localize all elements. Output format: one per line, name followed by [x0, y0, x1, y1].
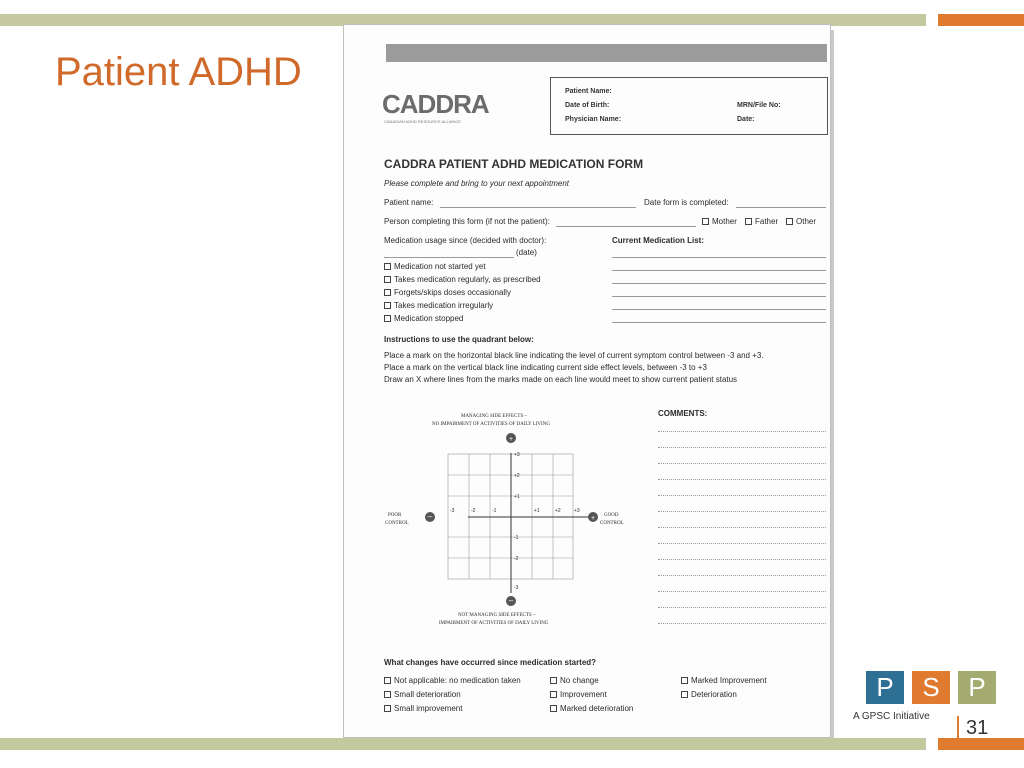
usage-option-label: Medication stopped	[394, 314, 464, 323]
quadrant-top-label-1: MANAGING SIDE EFFECTS –	[461, 414, 527, 419]
svg-text:+: +	[590, 515, 596, 522]
changes-heading: What changes have occurred since medication started?	[384, 658, 597, 667]
quadrant-left-label-1: POOR	[388, 513, 402, 518]
y-tick-label: -2	[514, 556, 519, 562]
meds-line	[612, 257, 826, 258]
current-meds-label: Current Medication List:	[612, 236, 705, 245]
slide-title: Patient ADHD	[55, 50, 302, 94]
patient-name-line	[440, 207, 636, 208]
document-header-bar	[386, 44, 827, 62]
checkbox-icon	[384, 315, 391, 322]
change-option-label: Marked Improvement	[691, 676, 767, 685]
comment-line	[658, 527, 826, 528]
comment-line	[658, 559, 826, 560]
usage-option	[384, 314, 463, 323]
comment-line	[658, 479, 826, 480]
x-tick-label: +2	[555, 508, 561, 514]
comments-label: COMMENTS:	[658, 409, 708, 418]
usage-option-label: Takes medication regularly, as prescribed	[394, 275, 541, 284]
meds-line	[612, 270, 826, 271]
psp-logo-p2: P	[958, 671, 996, 704]
checkbox-icon	[384, 263, 391, 270]
relation-other	[786, 217, 816, 226]
usage-option-label: Forgets/skips doses occasionally	[394, 288, 511, 297]
meds-line	[612, 283, 826, 284]
caddra-logo: CADDRA	[382, 89, 489, 119]
change-option	[681, 690, 737, 699]
checkbox-icon	[384, 677, 391, 684]
x-tick-label: -3	[450, 508, 455, 514]
y-tick-label: -3	[514, 585, 519, 591]
x-tick-label: +3	[574, 508, 580, 514]
quadrant-top-label-2: NO IMPAIRMENT OF ACTIVITIES OF DAILY LIVING	[432, 422, 550, 427]
meds-line	[612, 309, 826, 310]
comment-line	[658, 431, 826, 432]
checkbox-icon	[550, 691, 557, 698]
change-option	[550, 704, 633, 713]
change-option	[550, 676, 599, 685]
comment-line	[658, 543, 826, 544]
change-option-label: Improvement	[560, 690, 607, 699]
svg-text:–: –	[508, 596, 514, 605]
svg-text:+: +	[508, 436, 514, 443]
change-option-label: Deterioration	[691, 690, 737, 699]
quadrant-right-label-1: GOOD	[604, 513, 619, 518]
medication-form-document	[343, 24, 831, 738]
person-completing-label: Person completing this form (if not the patient):	[384, 217, 550, 226]
quadrant-right-label-2: CONTROL	[600, 521, 624, 526]
date-label: Date:	[737, 116, 755, 123]
bottom-bar	[0, 738, 926, 750]
psp-caption: A GPSC Initiative	[853, 711, 930, 722]
usage-since-label: Medication usage since (decided with doctor):	[384, 236, 547, 245]
usage-option	[384, 288, 511, 297]
symptom-quadrant	[384, 410, 634, 635]
form-title: CADDRA PATIENT ADHD MEDICATION FORM	[384, 157, 644, 171]
date-completed-label: Date form is completed:	[644, 198, 729, 207]
usage-date-line	[384, 257, 514, 258]
instructions-heading: Instructions to use the quadrant below:	[384, 335, 534, 344]
comment-line	[658, 495, 826, 496]
usage-option	[384, 301, 493, 310]
patient-name-label: Patient Name:	[565, 88, 612, 95]
physician-label: Physician Name:	[565, 116, 622, 123]
comment-line	[658, 447, 826, 448]
change-option-label: Small improvement	[394, 704, 463, 713]
x-tick-label: -2	[471, 508, 476, 514]
page-number-divider	[957, 716, 959, 742]
checkbox-icon	[384, 276, 391, 283]
psp-logo-s: S	[912, 671, 950, 704]
dob-label: Date of Birth:	[565, 102, 610, 109]
checkbox-icon	[384, 705, 391, 712]
page-number: 31	[966, 717, 989, 739]
relation-other-label: Other	[796, 217, 817, 226]
checkbox-icon	[681, 691, 688, 698]
comment-line	[658, 511, 826, 512]
x-tick-label: -1	[492, 508, 497, 514]
relation-mother-label: Mother	[712, 217, 737, 226]
comment-line	[658, 575, 826, 576]
checkbox-icon	[384, 302, 391, 309]
comment-line	[658, 463, 826, 464]
change-option-label: Marked deterioration	[560, 704, 634, 713]
checkbox-icon	[384, 289, 391, 296]
change-option-label: Not applicable: no medication taken	[394, 676, 521, 685]
instruction-item: Place a mark on the horizontal black line indicating the level of current symptom control between -3 and +3.	[384, 351, 764, 360]
psp-logo-p: P	[866, 671, 904, 704]
change-option	[681, 676, 767, 685]
y-tick-label: +3	[514, 452, 520, 458]
date-suffix: (date)	[516, 248, 537, 257]
quadrant-left-label-2: CONTROL	[385, 521, 409, 526]
y-tick-label: +1	[514, 494, 520, 500]
y-tick-label: +2	[514, 473, 520, 479]
change-option	[384, 704, 462, 713]
change-option	[384, 676, 521, 685]
usage-option	[384, 262, 486, 271]
form-instruction: Please complete and bring to your next appointment	[384, 179, 570, 188]
usage-option-label: Takes medication irregularly	[394, 301, 494, 310]
checkbox-icon	[702, 218, 709, 225]
relation-father	[745, 217, 778, 226]
checkbox-icon	[681, 677, 688, 684]
checkbox-icon	[550, 677, 557, 684]
x-tick-label: +1	[534, 508, 540, 514]
instruction-item: Draw an X where lines from the marks made on each line would meet to show current patient status	[384, 375, 738, 384]
patient-name-field-label: Patient name:	[384, 198, 434, 207]
instruction-item: Place a mark on the vertical black line indicating current side effect levels, between -3 to +3	[384, 363, 707, 372]
meds-line	[612, 296, 826, 297]
change-option	[550, 690, 607, 699]
date-completed-line	[736, 207, 826, 208]
comment-line	[658, 623, 826, 624]
quadrant-bottom-label-1: NOT MANAGING SIDE EFFECTS –	[458, 613, 536, 618]
caddra-logo-subtitle: CANADIAN ADHD RESOURCE ALLIANCE	[384, 119, 461, 124]
change-option-label: No change	[560, 676, 599, 685]
checkbox-icon	[786, 218, 793, 225]
meds-line	[612, 322, 826, 323]
quadrant-bottom-label-2: IMPAIRMENT OF ACTIVITIES OF DAILY LIVING	[439, 621, 549, 626]
change-option-label: Small deterioration	[394, 690, 461, 699]
person-completing-line	[556, 226, 696, 227]
change-option	[384, 690, 461, 699]
usage-option-label: Medication not started yet	[394, 262, 486, 271]
relation-mother	[702, 217, 737, 226]
quadrant-grid	[384, 410, 634, 635]
checkbox-icon	[550, 705, 557, 712]
usage-option	[384, 275, 541, 284]
patient-info-box	[550, 77, 828, 135]
comment-line	[658, 607, 826, 608]
y-tick-label: -1	[514, 535, 519, 541]
checkbox-icon	[384, 691, 391, 698]
checkbox-icon	[745, 218, 752, 225]
relation-father-label: Father	[755, 217, 779, 226]
top-bar-accent	[938, 14, 1024, 26]
comment-line	[658, 591, 826, 592]
svg-text:–: –	[427, 512, 433, 521]
mrn-label: MRN/File No:	[737, 102, 781, 109]
